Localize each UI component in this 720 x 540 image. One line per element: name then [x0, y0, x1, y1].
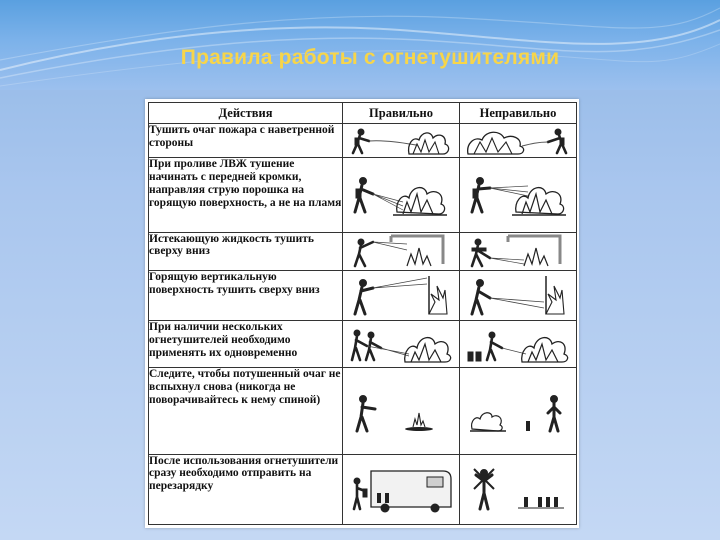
table-row: [149, 368, 577, 454]
table-row: [149, 124, 577, 158]
extinguishing-from-windward-icon: [343, 124, 460, 158]
header-wrong: Неправильно: [460, 103, 577, 124]
rules-sheet: [145, 99, 579, 528]
send-for-recharge-icon: [343, 454, 460, 524]
extinguishing-from-leeward-icon: [460, 124, 577, 158]
row-action-text: После использования огнетушители сразу необходимо отправить на перезарядку: [149, 454, 343, 524]
table-row: [149, 232, 577, 270]
table-row: [149, 454, 577, 524]
spray-at-surface-icon: [343, 158, 460, 232]
discarded-extinguishers-icon: [460, 454, 577, 524]
sequential-use-icon: [460, 320, 577, 367]
decorative-waves: [0, 0, 720, 90]
row-action-text: Тушить очаг пожара с наветренной стороны: [149, 124, 343, 158]
vertical-bottom-up-icon: [460, 270, 577, 320]
row-action-text: Истекающую жидкость тушить сверху вниз: [149, 232, 343, 270]
header-band: [0, 0, 720, 90]
table-header-row: [149, 103, 577, 124]
rules-table: [148, 102, 577, 525]
spray-bottom-up-icon: [460, 232, 577, 270]
header-actions: Действия: [149, 103, 343, 124]
simultaneous-use-icon: [343, 320, 460, 367]
table-row: [149, 158, 577, 232]
table-row: [149, 270, 577, 320]
slide-title: Правила работы с огнетушителями: [180, 46, 560, 69]
back-to-fire-icon: [460, 368, 577, 454]
header-correct: Правильно: [343, 103, 460, 124]
vertical-top-down-icon: [343, 270, 460, 320]
row-action-text: Следите, чтобы потушенный очаг не вспыхнул снова (никогда не поворачивайтесь к нему спиной): [149, 368, 343, 454]
watching-fire-site-icon: [343, 368, 460, 454]
spray-top-down-icon: [343, 232, 460, 270]
table-row: [149, 320, 577, 367]
row-action-text: Горящую вертикальную поверхность тушить сверху вниз: [149, 270, 343, 320]
row-action-text: При наличии нескольких огнетушителей необходимо применять их одновременно: [149, 320, 343, 367]
row-action-text: При проливе ЛВЖ тушение начинать с передней кромки, направляя струю порошка на горящую поверхность, а не на пламя: [149, 158, 343, 232]
spray-at-flame-icon: [460, 158, 577, 232]
